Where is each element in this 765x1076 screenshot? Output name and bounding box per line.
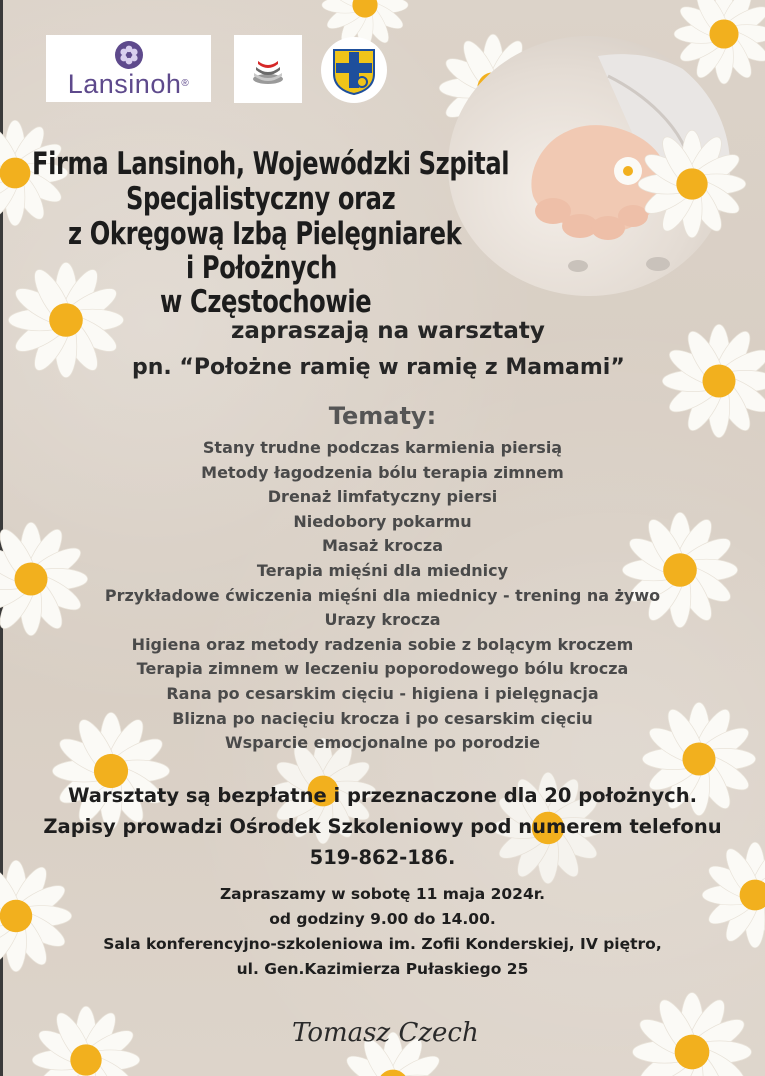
signature: Tomasz Czech — [292, 1018, 479, 1048]
event-time: od godziny 9.00 do 14.00. — [269, 910, 496, 928]
topic-item: Przykładowe ćwiczenia mięśni dla miednicy - trening na żywo — [104, 585, 661, 605]
topic-item: Drenaż limfatyczny piersi — [267, 487, 498, 507]
topic-item: Blizna po nacięciu krocza i po cesarskim cięciu — [172, 708, 593, 728]
nurses-chamber-emblem-icon — [328, 44, 380, 96]
heading-line-4: i Położnych — [186, 250, 337, 286]
topic-item: Rana po cesarskim cięciu - higiena i pielęgnacja — [166, 683, 599, 703]
daisy-flower-icon — [630, 990, 754, 1076]
hospital-logo — [234, 35, 302, 103]
topic-item: Stany trudne podczas karmienia piersią — [202, 438, 563, 457]
daisy-flower-icon — [6, 260, 126, 380]
hospital-emblem-icon — [248, 49, 288, 89]
topic-item: Masaż krocza — [321, 536, 444, 556]
workshop-name: pn. “Położne ramię w ramię z Mamami” — [132, 355, 625, 380]
invite-line-1: zapraszają na warsztaty — [231, 318, 545, 344]
topic-item: Metody łagodzenia bólu terapia zimnem — [201, 462, 564, 482]
topics-list — [0, 436, 765, 756]
topic-item: Urazy krocza — [324, 610, 441, 630]
heading-line-5: w Częstochowie — [160, 284, 372, 320]
daisy-flower-icon — [30, 1004, 142, 1076]
lansinoh-flower-icon — [114, 40, 144, 70]
phone-number: 519-862-186. — [309, 846, 456, 869]
heading-line-1: Firma Lansinoh, Wojewódzki Szpital — [32, 146, 510, 182]
registration-line-2: Zapisy prowadzi Ośrodek Szkoleniowy pod numerem telefonu — [43, 815, 722, 838]
heading-line-2: Specjalistyczny oraz — [126, 181, 396, 217]
lansinoh-logo — [46, 35, 211, 102]
topic-item: Niedobory pokarmu — [293, 511, 472, 531]
topic-item: Terapia mięśni dla miednicy — [256, 560, 509, 580]
daisy-flower-icon — [636, 128, 748, 240]
topics-title: Tematy: — [328, 402, 437, 430]
nurses-chamber-logo — [321, 37, 387, 103]
lansinoh-wordmark: Lansinoh — [67, 68, 182, 99]
heading-line-3: z Okręgową Izbą Pielęgniarek — [68, 216, 462, 252]
topic-item: Higiena oraz metody radzenia sobie z bolącym kroczem — [131, 634, 634, 654]
event-venue: Sala konferencyjno-szkoleniowa im. Zofii Konderskiej, IV piętro, — [103, 935, 662, 953]
event-date: Zapraszamy w sobotę 11 maja 2024r. — [219, 885, 546, 903]
topic-item: Wsparcie emocjonalne po porodzie — [224, 733, 541, 753]
registered-mark: ® — [181, 77, 190, 89]
topic-item: Terapia zimnem w leczeniu poporodowego bólu krocza — [136, 659, 629, 679]
registration-line-1: Warsztaty są bezpłatne i przeznaczone dla 20 położnych. — [67, 784, 698, 807]
event-address: ul. Gen.Kazimierza Pułaskiego 25 — [236, 960, 529, 978]
